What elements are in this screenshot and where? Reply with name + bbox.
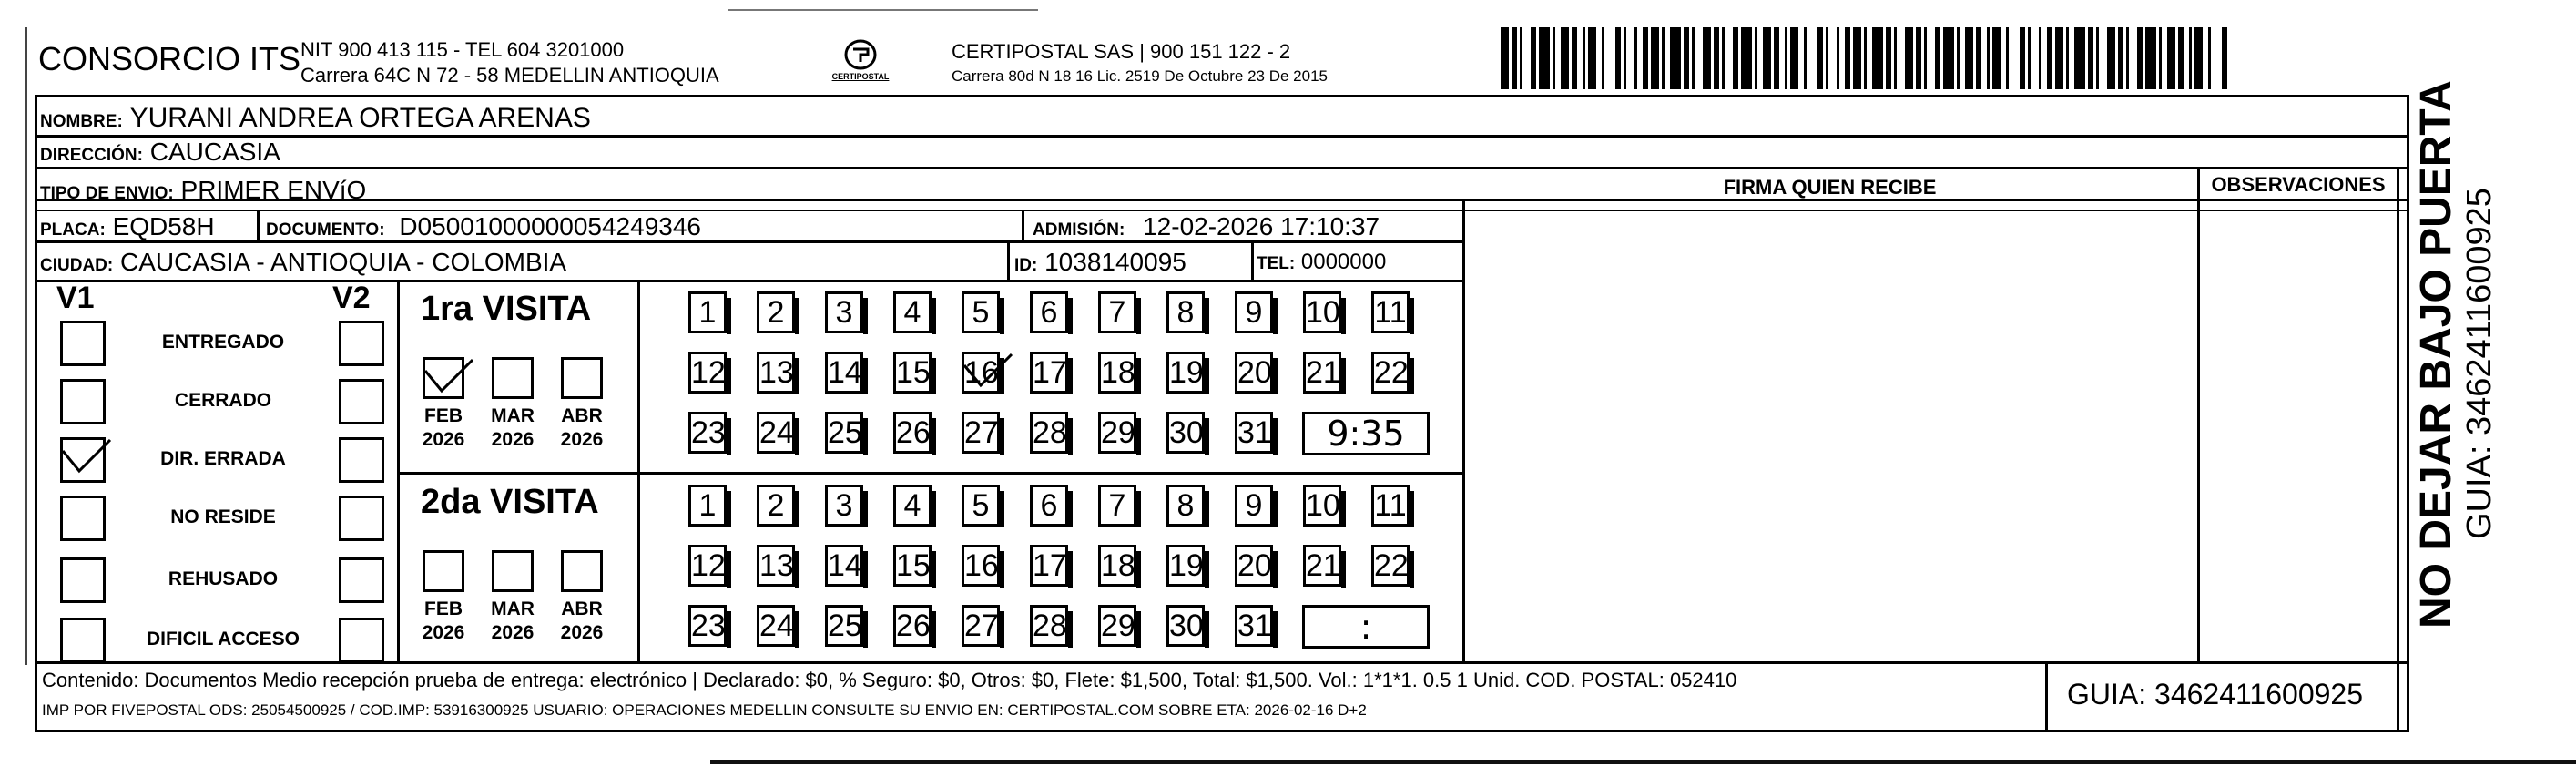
status-label: DIR. ERRADA bbox=[160, 448, 286, 469]
barcode-bar bbox=[1864, 27, 1867, 89]
obs-divider-right bbox=[2397, 168, 2399, 732]
barcode-bar bbox=[1826, 27, 1828, 89]
day-box[interactable]: 4 bbox=[893, 291, 932, 333]
day-box[interactable]: 10 bbox=[1303, 291, 1341, 333]
day-box[interactable]: 6 bbox=[1030, 485, 1068, 527]
row-line bbox=[35, 167, 2409, 169]
barcode-bar bbox=[2126, 27, 2129, 89]
barcode-bar bbox=[1987, 27, 1990, 89]
day-box[interactable]: 3 bbox=[825, 485, 863, 527]
year-label: 2026 bbox=[560, 622, 604, 643]
tel-divider bbox=[1251, 240, 1254, 280]
checkmark-icon bbox=[961, 349, 1015, 394]
barcode-bar bbox=[2074, 27, 2085, 89]
barcode-bar bbox=[1774, 27, 1779, 89]
barcode-bar bbox=[2039, 27, 2041, 89]
barcode-bar bbox=[1992, 27, 2001, 89]
day-box[interactable]: 5 bbox=[962, 485, 1000, 527]
month-label: MAR bbox=[491, 598, 535, 619]
v1-label: V1 bbox=[56, 281, 95, 315]
barcode-bar bbox=[2020, 27, 2025, 89]
status-v2-checkbox[interactable] bbox=[339, 618, 384, 663]
nombre-row bbox=[40, 103, 591, 134]
scan-edge-top bbox=[728, 9, 1038, 11]
barcode-bar bbox=[1561, 27, 1569, 89]
barcode-bar bbox=[1512, 27, 1517, 89]
barcode-bar bbox=[1976, 27, 1981, 89]
barcode-bar bbox=[1935, 27, 1940, 89]
status-v1-checkbox[interactable] bbox=[60, 321, 106, 366]
status-label: CERRADO bbox=[174, 390, 272, 411]
barcode-bar bbox=[2066, 27, 2069, 89]
barcode-bar bbox=[1651, 27, 1659, 89]
day-box[interactable]: 28 bbox=[1030, 412, 1068, 454]
id-divider bbox=[1007, 240, 1010, 280]
documento-value: D05001000000054249346 bbox=[399, 212, 701, 240]
day-box[interactable]: 12 bbox=[688, 545, 727, 587]
nombre-value: YURANI ANDREA ORTEGA ARENAS bbox=[129, 103, 591, 133]
barcode-bar bbox=[1763, 27, 1771, 89]
admision-label: ADMISIÓN: bbox=[1033, 220, 1125, 240]
day-box[interactable]: 10 bbox=[1303, 485, 1341, 527]
day-box[interactable]: 23 bbox=[688, 412, 727, 454]
status-label: ENTREGADO bbox=[161, 332, 285, 353]
status-v2-checkbox[interactable] bbox=[339, 496, 384, 541]
checkmark-icon bbox=[59, 435, 114, 480]
month-label: FEB bbox=[424, 405, 463, 426]
status-v1-checkbox[interactable] bbox=[60, 618, 106, 663]
barcode-bar bbox=[2137, 27, 2143, 89]
ciudad-value: CAUCASIA - ANTIOQUIA - COLOMBIA bbox=[120, 248, 567, 276]
ciudad-cell bbox=[40, 248, 566, 277]
barcode-bar bbox=[2006, 27, 2009, 89]
barcode-bar bbox=[2145, 27, 2156, 89]
barcode-bar bbox=[1703, 27, 1711, 89]
footer-guia: GUIA: 3462411600925 bbox=[2067, 678, 2363, 711]
firma-header: FIRMA QUIEN RECIBE bbox=[1723, 176, 1937, 199]
placa-cell bbox=[40, 212, 215, 241]
tel-label: TEL: bbox=[1257, 254, 1296, 273]
footer-content-line: Contenido: Documentos Medio recepción prueba de entrega: electrónico | Declarado: $0, % Seguro: $0, Otros: $0, Flete: $1,500, Total: $1,500. Vol.: 1*1*1. 0.5 1 Unid. COD. POSTAL: 052410 bbox=[42, 669, 1737, 691]
day-box[interactable]: 22 bbox=[1371, 352, 1410, 394]
placa-value: EQD58H bbox=[112, 212, 215, 240]
day-box[interactable]: 7 bbox=[1098, 485, 1136, 527]
day-box[interactable]: 14 bbox=[825, 545, 863, 587]
observaciones-header: OBSERVACIONES bbox=[2211, 173, 2386, 196]
day-box[interactable]: 14 bbox=[825, 352, 863, 394]
barcode-bar bbox=[1837, 27, 1839, 89]
day-box[interactable]: 16 bbox=[962, 545, 1000, 587]
barcode-bar bbox=[1965, 27, 1973, 89]
barcode-bar bbox=[1583, 27, 1585, 89]
day-box[interactable]: 8 bbox=[1166, 291, 1205, 333]
day-box[interactable]: 2 bbox=[757, 485, 795, 527]
id-label: ID: bbox=[1014, 256, 1038, 275]
barcode-bar bbox=[1634, 27, 1637, 89]
barcode-bar bbox=[1714, 27, 1719, 89]
footer-imp-line: IMP POR FIVEPOSTAL ODS: 25054500925 / COD.IMP: 53916300925 USUARIO: OPERACIONES MEDELLIN CONSULTE SU ENVIO EN: CERTIPOSTAL.COM SOBRE ETA: 2026-02-16 D+2 bbox=[42, 701, 1367, 719]
year-label: 2026 bbox=[422, 622, 465, 643]
barcode-bar bbox=[2096, 27, 2099, 89]
day-box[interactable]: 8 bbox=[1166, 485, 1205, 527]
day-box[interactable]: 27 bbox=[962, 605, 1000, 647]
barcode-bar bbox=[1615, 27, 1621, 89]
barcode-bar bbox=[2107, 27, 2115, 89]
side-warning: NO DEJAR BAJO PUERTA bbox=[2412, 80, 2460, 629]
nombre-label: NOMBRE: bbox=[40, 112, 123, 131]
day-box[interactable]: 1 bbox=[688, 485, 727, 527]
barcode-bar bbox=[1520, 27, 1522, 89]
day-box[interactable]: 9 bbox=[1235, 485, 1273, 527]
status-label: DIFICIL ACCESO bbox=[146, 629, 300, 649]
month-label: MAR bbox=[491, 405, 535, 426]
barcode-bar bbox=[1741, 27, 1752, 89]
status-v1-checkbox[interactable] bbox=[60, 557, 106, 603]
day-box[interactable]: 13 bbox=[757, 352, 795, 394]
day-box[interactable]: 30 bbox=[1166, 412, 1205, 454]
day-box[interactable]: 13 bbox=[757, 545, 795, 587]
visit-title: 1ra VISITA bbox=[421, 290, 592, 328]
months-divider bbox=[637, 280, 640, 661]
time-box[interactable]: 9:35 bbox=[1302, 412, 1430, 455]
day-box[interactable]: 6 bbox=[1030, 291, 1068, 333]
barcode-bar bbox=[1957, 27, 1960, 89]
barcode-bar bbox=[1943, 27, 1954, 89]
day-box[interactable]: 3 bbox=[825, 291, 863, 333]
day-box[interactable]: 15 bbox=[893, 545, 932, 587]
day-box[interactable]: 16 bbox=[962, 352, 1000, 394]
year-label: 2026 bbox=[491, 622, 535, 643]
day-box[interactable]: 11 bbox=[1371, 291, 1410, 333]
month-checkbox[interactable] bbox=[423, 357, 464, 399]
year-label: 2026 bbox=[422, 429, 465, 450]
barcode-bar bbox=[1916, 27, 1921, 89]
year-label: 2026 bbox=[560, 429, 604, 450]
status-v2-checkbox[interactable] bbox=[339, 379, 384, 424]
documento-label: DOCUMENTO: bbox=[266, 220, 385, 240]
barcode-bar bbox=[2208, 27, 2211, 89]
tipo-value: PRIMER ENVíO bbox=[180, 176, 367, 204]
admision-divider bbox=[1022, 210, 1024, 240]
barcode-bar bbox=[1692, 27, 1695, 89]
barcode-bar bbox=[2167, 27, 2175, 89]
barcode-bar bbox=[1924, 27, 1927, 89]
v2-label: V2 bbox=[332, 281, 371, 315]
day-box[interactable]: 18 bbox=[1098, 545, 1136, 587]
barcode-bar bbox=[1755, 27, 1757, 89]
certipostal-logo bbox=[824, 38, 897, 93]
barcode-bar bbox=[1872, 27, 1883, 89]
status-v1-checkbox[interactable] bbox=[60, 496, 106, 541]
day-box[interactable]: 25 bbox=[825, 605, 863, 647]
barcode-bar bbox=[1845, 27, 1850, 89]
month-checkbox[interactable] bbox=[423, 550, 464, 592]
day-box[interactable]: 23 bbox=[688, 605, 727, 647]
day-box[interactable]: 7 bbox=[1098, 291, 1136, 333]
status-v1-checkbox[interactable] bbox=[60, 437, 106, 483]
side-text bbox=[2413, 46, 2499, 629]
carrier-address: Carrera 80d N 18 16 Lic. 2519 De Octubre 23 De 2015 bbox=[952, 67, 1328, 85]
day-box[interactable]: 31 bbox=[1235, 605, 1273, 647]
barcode-bar bbox=[1722, 27, 1725, 89]
tel-value: 0000000 bbox=[1300, 250, 1387, 274]
barcode-bar bbox=[1684, 27, 1689, 89]
barcode-bar bbox=[1624, 27, 1626, 89]
company-name: CONSORCIO ITS bbox=[38, 40, 301, 77]
company-nit: NIT 900 413 115 - TEL 604 3201000 bbox=[300, 38, 625, 61]
barcode-bar bbox=[2159, 27, 2162, 89]
barcode-bar bbox=[1894, 27, 1897, 89]
month-label: FEB bbox=[424, 598, 463, 619]
month-checkbox[interactable] bbox=[492, 357, 534, 399]
admision-cell bbox=[1033, 212, 1380, 241]
barcode-bar bbox=[1733, 27, 1738, 89]
day-box[interactable]: 24 bbox=[757, 605, 795, 647]
row-line bbox=[35, 135, 2409, 138]
day-box[interactable]: 19 bbox=[1166, 545, 1205, 587]
barcode-bar bbox=[1886, 27, 1891, 89]
barcode-bar bbox=[1853, 27, 1861, 89]
id-cell bbox=[1014, 248, 1186, 277]
day-box[interactable]: 21 bbox=[1303, 352, 1341, 394]
day-box[interactable]: 20 bbox=[1235, 352, 1273, 394]
barcode-bar bbox=[2055, 27, 2063, 89]
scan-edge-bottom bbox=[710, 760, 2576, 764]
day-box[interactable]: 18 bbox=[1098, 352, 1136, 394]
day-box[interactable]: 28 bbox=[1030, 605, 1068, 647]
day-box[interactable]: 1 bbox=[688, 291, 727, 333]
barcode-bar bbox=[2028, 27, 2031, 89]
barcode-bar bbox=[1588, 27, 1596, 89]
day-box[interactable]: 5 bbox=[962, 291, 1000, 333]
barcode-bar bbox=[2118, 27, 2123, 89]
barcode-bar bbox=[1501, 27, 1509, 89]
day-box[interactable]: 19 bbox=[1166, 352, 1205, 394]
barcode-bar bbox=[1804, 27, 1807, 89]
month-label: ABR bbox=[561, 405, 603, 426]
day-box[interactable]: 21 bbox=[1303, 545, 1341, 587]
barcode-bar bbox=[1572, 27, 1577, 89]
barcode-bar bbox=[1643, 27, 1648, 89]
barcode-bar bbox=[2222, 27, 2227, 89]
barcode-bar bbox=[1531, 27, 1536, 89]
barcode-bar bbox=[1539, 27, 1550, 89]
time-box[interactable]: : bbox=[1302, 605, 1430, 649]
barcode-bar bbox=[2189, 27, 2192, 89]
id-value: 1038140095 bbox=[1044, 248, 1186, 276]
day-box[interactable]: 15 bbox=[893, 352, 932, 394]
barcode-bar bbox=[2047, 27, 2052, 89]
placa-divider bbox=[257, 210, 260, 240]
day-box[interactable]: 30 bbox=[1166, 605, 1205, 647]
day-box[interactable]: 27 bbox=[962, 412, 1000, 454]
barcode bbox=[1501, 27, 2224, 89]
barcode-bar bbox=[1817, 27, 1823, 89]
day-box[interactable]: 17 bbox=[1030, 545, 1068, 587]
certipostal-logo-icon bbox=[842, 38, 879, 71]
day-box[interactable]: 29 bbox=[1098, 605, 1136, 647]
day-box[interactable]: 24 bbox=[757, 412, 795, 454]
row-line bbox=[35, 280, 1464, 282]
day-box[interactable]: 26 bbox=[893, 605, 932, 647]
status-v1-checkbox[interactable] bbox=[60, 379, 106, 424]
day-box[interactable]: 29 bbox=[1098, 412, 1136, 454]
year-label: 2026 bbox=[491, 429, 535, 450]
day-box[interactable]: 31 bbox=[1235, 412, 1273, 454]
certipostal-logo-text: CERTIPOSTAL bbox=[831, 72, 890, 81]
company-address: Carrera 64C N 72 - 58 MEDELLIN ANTIOQUIA bbox=[300, 64, 719, 87]
day-box[interactable]: 26 bbox=[893, 412, 932, 454]
day-box[interactable]: 9 bbox=[1235, 291, 1273, 333]
visit-title: 2da VISITA bbox=[421, 483, 599, 521]
scan-edge-left bbox=[25, 27, 27, 665]
direccion-row bbox=[40, 138, 280, 167]
direccion-label: DIRECCIÓN: bbox=[40, 146, 143, 165]
tel-cell bbox=[1257, 250, 1386, 275]
guia-divider bbox=[2045, 661, 2048, 732]
day-box[interactable]: 17 bbox=[1030, 352, 1068, 394]
day-box[interactable]: 2 bbox=[757, 291, 795, 333]
barcode-bar bbox=[1553, 27, 1555, 89]
row-line bbox=[35, 661, 2409, 664]
visit-divider bbox=[397, 472, 1462, 475]
day-box[interactable]: 11 bbox=[1371, 485, 1410, 527]
row-line bbox=[35, 210, 2409, 211]
firma-divider bbox=[1462, 199, 1465, 661]
barcode-bar bbox=[1670, 27, 1681, 89]
status-v2-checkbox[interactable] bbox=[339, 437, 384, 483]
day-box[interactable]: 22 bbox=[1371, 545, 1410, 587]
day-box[interactable]: 4 bbox=[893, 485, 932, 527]
month-checkbox[interactable] bbox=[561, 357, 603, 399]
day-box[interactable]: 12 bbox=[688, 352, 727, 394]
barcode-bar bbox=[2178, 27, 2184, 89]
ciudad-label: CIUDAD: bbox=[40, 256, 114, 275]
tipo-label: TIPO DE ENVIO: bbox=[40, 184, 174, 203]
month-checkbox[interactable] bbox=[561, 550, 603, 592]
barcode-bar bbox=[1905, 27, 1913, 89]
status-label: NO RESIDE bbox=[170, 506, 276, 527]
direccion-value: CAUCASIA bbox=[149, 138, 280, 166]
obs-divider bbox=[2197, 168, 2200, 661]
tipo-row bbox=[40, 176, 366, 205]
barcode-bar bbox=[1602, 27, 1604, 89]
status-label: REHUSADO bbox=[168, 568, 279, 589]
month-checkbox[interactable] bbox=[492, 550, 534, 592]
status-v2-checkbox[interactable] bbox=[339, 321, 384, 366]
barcode-bar bbox=[1785, 27, 1787, 89]
month-label: ABR bbox=[561, 598, 603, 619]
placa-label: PLACA: bbox=[40, 220, 106, 240]
barcode-bar bbox=[1790, 27, 1798, 89]
day-box[interactable]: 20 bbox=[1235, 545, 1273, 587]
carrier-name: CERTIPOSTAL SAS | 900 151 122 - 2 bbox=[952, 40, 1291, 63]
status-v2-checkbox[interactable] bbox=[339, 557, 384, 603]
day-box[interactable]: 25 bbox=[825, 412, 863, 454]
side-guia: GUIA: 3462411600925 bbox=[2460, 188, 2499, 539]
checkmark-icon bbox=[422, 354, 476, 400]
admision-value: 12-02-2026 17:10:37 bbox=[1143, 212, 1380, 240]
barcode-bar bbox=[2194, 27, 2203, 89]
status-divider bbox=[397, 280, 400, 661]
barcode-bar bbox=[2088, 27, 2093, 89]
barcode-bar bbox=[1662, 27, 1665, 89]
documento-cell bbox=[266, 212, 701, 241]
